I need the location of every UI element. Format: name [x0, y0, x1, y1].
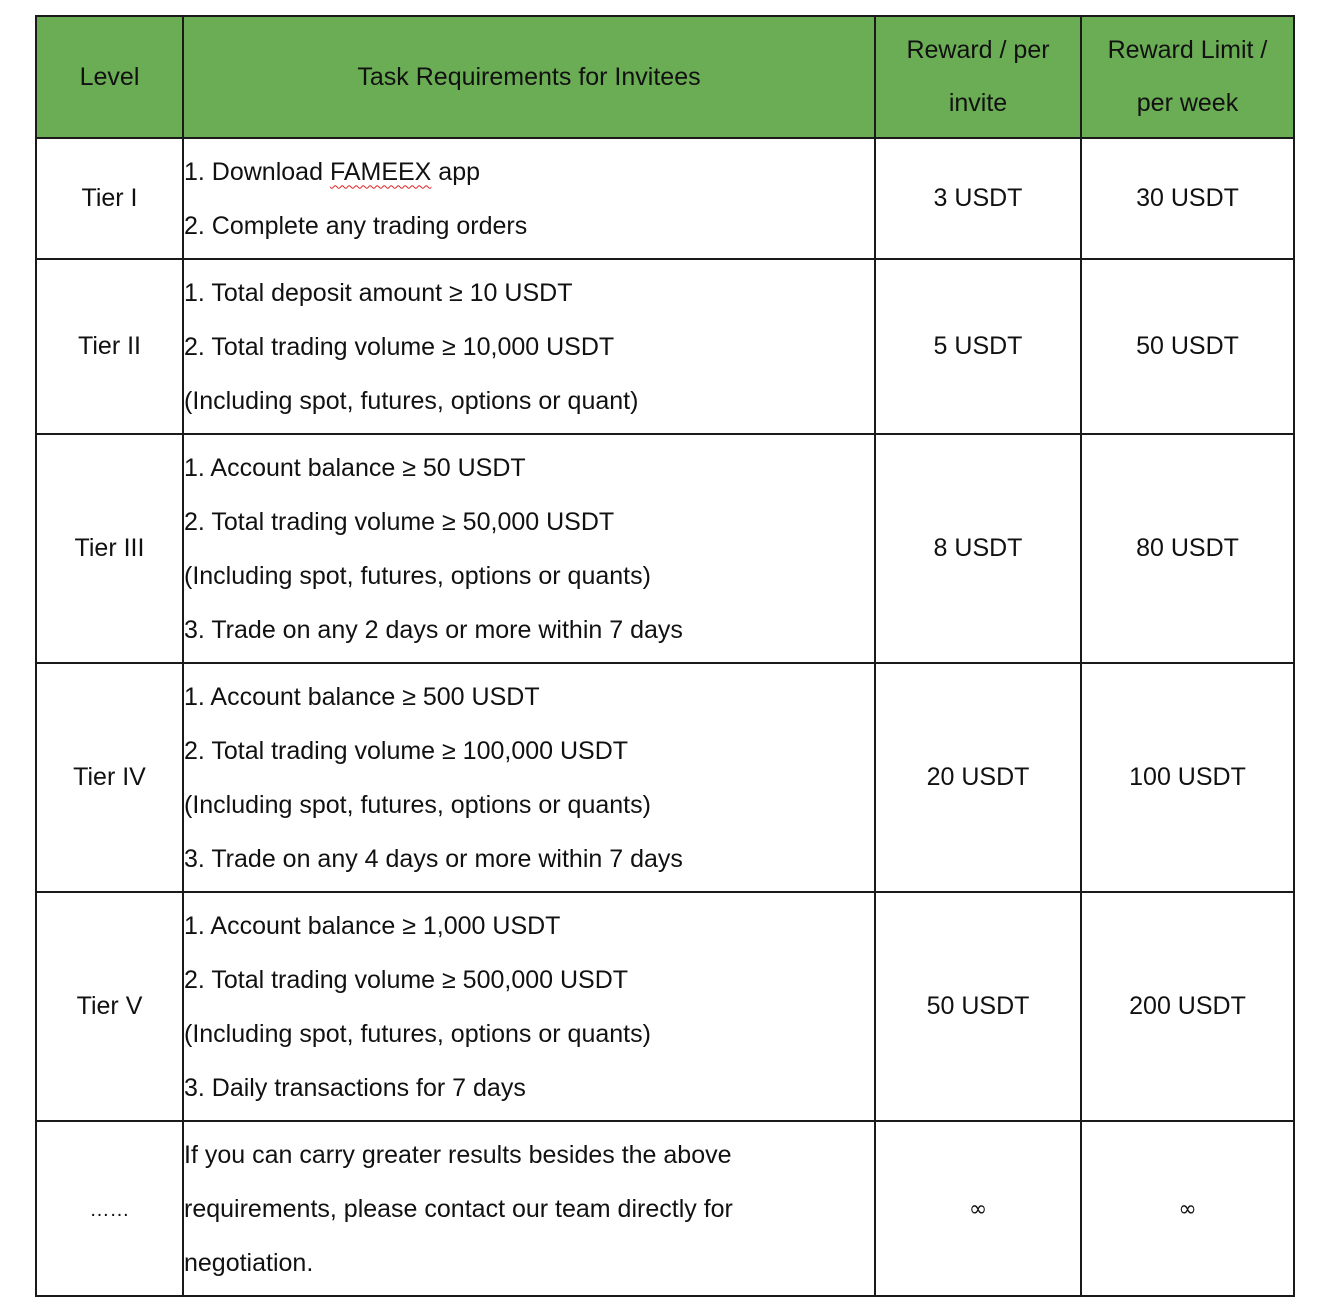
task-requirements-cell	[183, 1121, 875, 1296]
header-reward-line1: Reward / per	[906, 36, 1050, 64]
task-line: 1. Total deposit amount ≥ 10 USDT	[184, 278, 573, 307]
task-line: 2. Total trading volume ≥ 500,000 USDT	[184, 965, 629, 994]
task-requirements-cell	[183, 434, 875, 663]
reward-per-invite-cell: 3 USDT	[875, 138, 1081, 259]
reward-limit-cell	[1081, 1121, 1294, 1296]
task-line: 2. Complete any trading orders	[184, 211, 528, 240]
task-text: app	[431, 157, 481, 186]
table-row	[36, 259, 1294, 434]
reward-per-invite-cell: 5 USDT	[875, 259, 1081, 434]
task-line: (Including spot, futures, options or quant)	[184, 386, 639, 415]
task-line: 2. Total trading volume ≥ 100,000 USDT	[184, 736, 629, 765]
task-line: 3. Trade on any 2 days or more within 7 days	[184, 615, 683, 644]
reward-tier-table	[35, 15, 1295, 1297]
header-reward-line2: invite	[948, 89, 1008, 117]
task-requirements-cell	[183, 663, 875, 892]
reward-limit-cell: 80 USDT	[1081, 434, 1294, 663]
reward-limit-cell: 30 USDT	[1081, 138, 1294, 259]
infinity-symbol: ∞	[968, 1197, 988, 1222]
tier-level-cell: Tier II	[36, 259, 183, 434]
task-line: (Including spot, futures, options or quants)	[184, 1019, 651, 1048]
task-line: 2. Total trading volume ≥ 50,000 USDT	[184, 507, 615, 536]
task-line: 1. Account balance ≥ 50 USDT	[184, 453, 526, 482]
table-row	[36, 138, 1294, 259]
table-row	[36, 434, 1294, 663]
table-row	[36, 1121, 1294, 1296]
table-row	[36, 892, 1294, 1121]
table-row	[36, 663, 1294, 892]
header-level: Level	[36, 16, 183, 138]
task-requirements-cell	[183, 892, 875, 1121]
tier-level-cell: Tier I	[36, 138, 183, 259]
task-requirements-cell	[183, 138, 875, 259]
reward-limit-cell: 100 USDT	[1081, 663, 1294, 892]
task-line: 1. Account balance ≥ 1,000 USDT	[184, 911, 561, 940]
brand-name-spellcheck: FAMEEX	[329, 157, 432, 186]
header-reward-limit	[1081, 16, 1294, 138]
tier-level-cell: Tier V	[36, 892, 183, 1121]
header-limit-line1: Reward Limit /	[1107, 36, 1268, 64]
task-line: If you can carry greater results besides the above	[184, 1140, 732, 1169]
task-line	[184, 145, 874, 199]
reward-per-invite-cell: 50 USDT	[875, 892, 1081, 1121]
tier-level-cell	[36, 1121, 183, 1296]
task-text: 1. Download	[184, 157, 330, 186]
task-line: 2. Total trading volume ≥ 10,000 USDT	[184, 332, 615, 361]
task-requirements-cell	[183, 259, 875, 434]
reward-limit-cell: 200 USDT	[1081, 892, 1294, 1121]
table-header-row	[36, 16, 1294, 138]
header-reward-per-invite	[875, 16, 1081, 138]
task-line: 1. Account balance ≥ 500 USDT	[184, 682, 540, 711]
task-line: (Including spot, futures, options or quants)	[184, 561, 651, 590]
infinity-symbol: ∞	[1178, 1197, 1197, 1222]
reward-per-invite-cell: 8 USDT	[875, 434, 1081, 663]
header-limit-line2: per week	[1136, 89, 1239, 117]
task-line: requirements, please contact our team directly for	[184, 1194, 733, 1223]
header-task-requirements: Task Requirements for Invitees	[183, 16, 875, 138]
ellipsis-level: ……	[89, 1199, 130, 1221]
task-line: 3. Trade on any 4 days or more within 7 days	[184, 844, 683, 873]
tier-level-cell: Tier IV	[36, 663, 183, 892]
reward-per-invite-cell: 20 USDT	[875, 663, 1081, 892]
task-line: (Including spot, futures, options or quants)	[184, 790, 651, 819]
task-line: 3. Daily transactions for 7 days	[184, 1073, 526, 1102]
reward-limit-cell: 50 USDT	[1081, 259, 1294, 434]
tier-level-cell: Tier III	[36, 434, 183, 663]
reward-per-invite-cell	[875, 1121, 1081, 1296]
task-line: negotiation.	[184, 1248, 314, 1277]
